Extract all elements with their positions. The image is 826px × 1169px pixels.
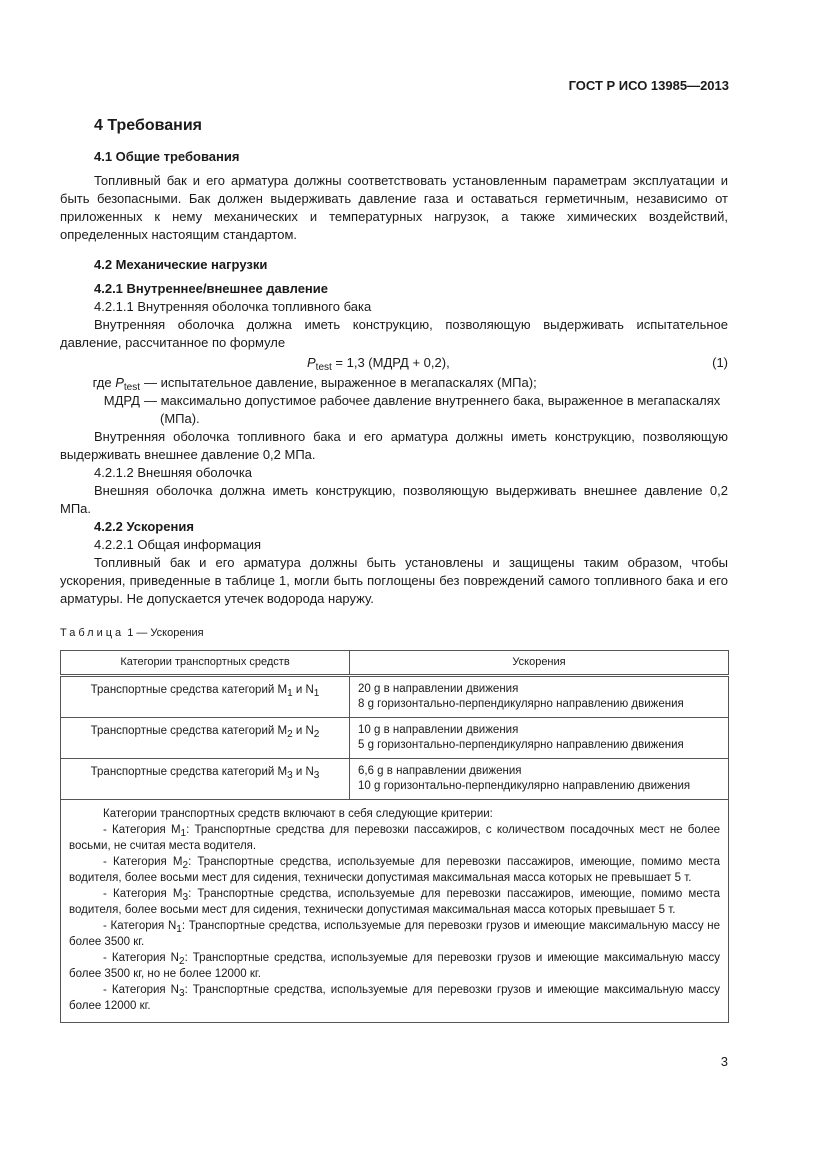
definition-term bbox=[60, 374, 140, 392]
category-text: и N bbox=[292, 684, 314, 696]
note-item-label: - Категория N bbox=[103, 920, 177, 932]
note-intro: Категории транспортных средств включают в себя следующие критерии: bbox=[103, 808, 493, 820]
formula-expression bbox=[307, 352, 450, 374]
formula-rest: = 1,3 (МДРД + 0,2), bbox=[331, 355, 450, 370]
note-item-subscript: 1 bbox=[176, 924, 182, 935]
formula-symbol: P bbox=[307, 355, 316, 370]
section-4-2-1-1-heading: 4.2.1.1 Внутренняя оболочка топливного бака bbox=[94, 299, 372, 314]
note-item bbox=[69, 918, 720, 950]
note-item bbox=[69, 982, 720, 1014]
note-item-label: - Категория M bbox=[103, 856, 183, 868]
note-item-text: : Транспортные средства для перевозки пассажиров, с количеством посадочных мест не более восьми, не считая места водителя. bbox=[69, 824, 720, 852]
table-row bbox=[61, 759, 729, 800]
note-item-text: : Транспортные средства, используемые для перевозки грузов и имеющие максимальную массу более 3500 кг, но не более 12000 кг. bbox=[69, 952, 720, 980]
category-subscript: 3 bbox=[313, 770, 320, 781]
category-cell bbox=[61, 718, 350, 759]
table-row bbox=[61, 718, 729, 759]
page-content bbox=[60, 116, 728, 1023]
table-caption-title: 1 — Ускорения bbox=[124, 627, 204, 639]
acceleration-longitudinal: 20 g в направлении движения bbox=[358, 683, 519, 695]
column-header-accelerations: Ускорения bbox=[350, 651, 729, 676]
category-subscript: 2 bbox=[313, 729, 320, 740]
definition-text: — испытательное давление, выраженное в мегапаскалях (МПа); bbox=[144, 375, 537, 390]
category-text: и N bbox=[292, 766, 314, 778]
definition-text: — максимально допустимое рабочее давление внутреннего бака, выраженное в мегапаскалях bbox=[144, 393, 721, 408]
category-subscript: 2 bbox=[287, 729, 293, 740]
category-cell bbox=[61, 759, 350, 800]
note-item-subscript: 3 bbox=[179, 988, 185, 999]
note-item-label: - Категория M bbox=[103, 888, 183, 900]
page-number: 3 bbox=[720, 1054, 728, 1069]
section-4-2-1-heading: 4.2.1 Внутреннее/внешнее давление bbox=[94, 281, 328, 296]
category-subscript: 1 bbox=[287, 688, 293, 699]
note-item-text: : Транспортные средства, используемые для перевозки пассажиров, имеющие, помимо места водителя, более восьми мест для сидения, технически допустимая максимальная масса которых не превышает 5 т. bbox=[69, 856, 721, 884]
category-subscript: 3 bbox=[287, 770, 293, 781]
section-4-2-1-1-text-2: Внутренняя оболочка топливного бака и его арматура должны иметь конструкцию, позволяющую выдерживать внешнее давление 0,2 МПа. bbox=[60, 429, 728, 462]
acceleration-longitudinal: 6,6 g в направлении движения bbox=[358, 765, 522, 777]
section-4-heading: 4 Требования bbox=[94, 117, 202, 134]
acceleration-cell bbox=[350, 718, 729, 759]
definition-mdrd bbox=[60, 392, 728, 428]
acceleration-cell bbox=[350, 676, 729, 718]
section-4-2-1-1-text: Внутренняя оболочка должна иметь конструкцию, позволяющую выдерживать испытательное давление, рассчитанное по формуле bbox=[60, 317, 728, 350]
acceleration-lateral: 8 g горизонтально-перпендикулярно направлению движения bbox=[358, 698, 684, 710]
category-text: и N bbox=[292, 725, 314, 737]
definition-where: где bbox=[92, 375, 116, 390]
category-text: Транспортные средства категорий M bbox=[90, 684, 288, 696]
table-caption-prefix: Таблица bbox=[60, 627, 125, 639]
note-item-text: : Транспортные средства, используемые для перевозки грузов и имеющие максимальную массу не более 3500 кг. bbox=[69, 920, 720, 948]
definition-body bbox=[140, 392, 728, 428]
section-4-2-1-2-text: Внешняя оболочка должна иметь конструкцию, позволяющую выдерживать внешнее давление 0,2 МПа. bbox=[60, 483, 728, 516]
category-text: Транспортные средства категорий M bbox=[90, 766, 288, 778]
note-item-subscript: 1 bbox=[180, 828, 187, 839]
definition-continuation: (МПа). bbox=[160, 411, 200, 426]
acceleration-lateral: 5 g горизонтально-перпендикулярно направлению движения bbox=[358, 739, 684, 751]
category-cell bbox=[61, 676, 350, 718]
note-item bbox=[69, 854, 720, 886]
table-note bbox=[61, 800, 729, 1023]
note-item-subscript: 2 bbox=[182, 860, 189, 871]
definition-term: МДРД bbox=[103, 393, 140, 408]
definition-symbol: P bbox=[115, 375, 124, 390]
note-item-text: : Транспортные средства, используемые для перевозки грузов и имеющие максимальную массу более 12000 кг. bbox=[69, 984, 720, 1012]
category-text: Транспортные средства категорий M bbox=[90, 725, 288, 737]
running-header: ГОСТ Р ИСО 13985—2013 bbox=[568, 78, 729, 93]
column-header-categories: Категории транспортных средств bbox=[61, 651, 350, 676]
section-4-1-heading: 4.1 Общие требования bbox=[94, 149, 240, 164]
table-note-row bbox=[61, 800, 729, 1023]
category-subscript: 1 bbox=[313, 688, 320, 699]
formula-1 bbox=[60, 352, 728, 374]
definition-subscript: test bbox=[123, 382, 140, 393]
acceleration-longitudinal: 10 g в направлении движения bbox=[358, 724, 519, 736]
note-item bbox=[69, 822, 720, 854]
note-item-label: - Категория M bbox=[103, 824, 181, 836]
section-4-2-1-2-heading: 4.2.1.2 Внешняя оболочка bbox=[94, 465, 253, 480]
acceleration-lateral: 10 g горизонтально-перпендикулярно направлению движения bbox=[358, 780, 691, 792]
note-item-text: : Транспортные средства, используемые для перевозки пассажиров, имеющие, помимо места водителя, более восьми мест для сидения, технически допустимая максимальная масса которых превышает 5 т. bbox=[69, 888, 721, 916]
table-caption bbox=[60, 624, 728, 642]
accelerations-table bbox=[60, 650, 729, 1023]
note-item-subscript: 3 bbox=[182, 892, 189, 903]
acceleration-cell bbox=[350, 759, 729, 800]
note-item bbox=[69, 886, 720, 918]
section-4-1-text: Топливный бак и его арматура должны соответствовать установленным параметрам эксплуатации и быть безопасными. Бак должен выдерживать давление газа и оставаться герметичным, независимо от приложенных к нему механических и температурных нагрузок, а также химических воздействий, определенных настоящим стандартом. bbox=[60, 173, 728, 242]
note-item bbox=[69, 950, 720, 982]
formula-number: (1) bbox=[712, 355, 728, 370]
section-4-2-heading: 4.2 Механические нагрузки bbox=[94, 257, 268, 272]
definition-ptest bbox=[60, 374, 728, 392]
note-item-label: - Категория N bbox=[103, 952, 179, 964]
note-item-subscript: 2 bbox=[179, 956, 185, 967]
table-row bbox=[61, 676, 729, 718]
section-4-2-2-heading: 4.2.2 Ускорения bbox=[94, 519, 194, 534]
table-header-row bbox=[61, 651, 729, 676]
note-item-label: - Категория N bbox=[103, 984, 179, 996]
section-4-2-2-1-text: Топливный бак и его арматура должны быть установлены и защищены таким образом, чтобы ускорения, приведенные в таблице 1, могли быть поглощены без повреждений самого топливного бака и его арматуры. Не допускается утечек водорода наружу. bbox=[60, 555, 728, 606]
formula-subscript: test bbox=[315, 362, 332, 373]
section-4-2-2-1-heading: 4.2.2.1 Общая информация bbox=[94, 537, 262, 552]
